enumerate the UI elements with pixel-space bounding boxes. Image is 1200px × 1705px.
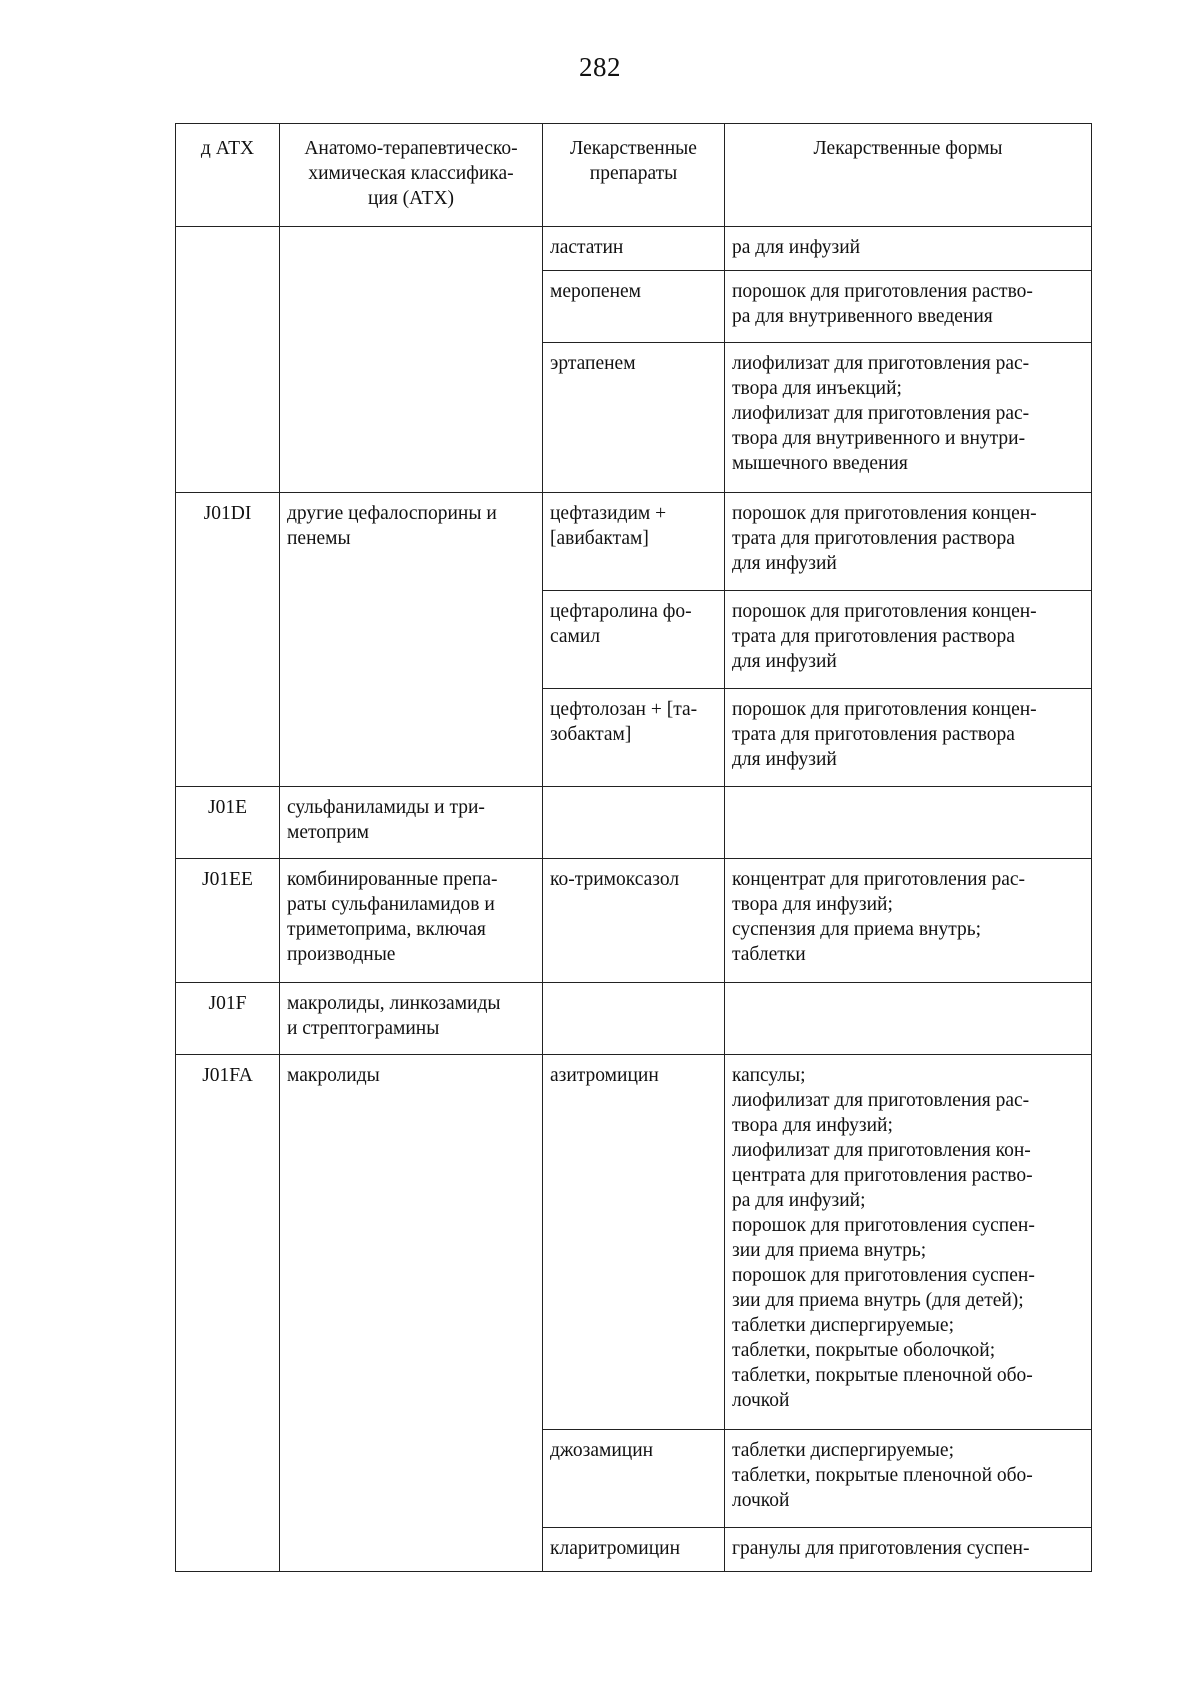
atx-code-cell <box>176 1430 280 1528</box>
atx-table <box>175 123 1092 1572</box>
drug-cell: джозамицин <box>543 1430 725 1528</box>
table-row <box>176 271 1092 343</box>
table-row <box>176 227 1092 271</box>
header-forms: Лекарственные формы <box>725 124 1092 227</box>
drug-cell <box>543 787 725 859</box>
atx-code-cell: J01F <box>176 983 280 1055</box>
atx-class-cell <box>280 591 543 689</box>
table-row <box>176 1055 1092 1430</box>
drug-cell: ластатин <box>543 227 725 271</box>
atx-class-cell <box>280 689 543 787</box>
drug-cell: цефтолозан + [та- зобактам] <box>543 689 725 787</box>
atx-class-cell <box>280 343 543 493</box>
atx-code-cell <box>176 689 280 787</box>
atx-code-cell <box>176 271 280 343</box>
drug-cell: цефтазидим + [авибактам] <box>543 493 725 591</box>
drug-cell: цефтаролина фо- самил <box>543 591 725 689</box>
table-row <box>176 493 1092 591</box>
atx-code-cell: J01DI <box>176 493 280 591</box>
forms-cell: гранулы для приготовления суспен- <box>725 1528 1092 1572</box>
atx-class-cell: макролиды <box>280 1055 543 1430</box>
forms-cell: порошок для приготовления концен- трата для приготовления раствора для инфузий <box>725 591 1092 689</box>
drug-cell: азитромицин <box>543 1055 725 1430</box>
atx-code-cell: J01EE <box>176 859 280 983</box>
atx-class-cell <box>280 227 543 271</box>
forms-cell: порошок для приготовления концен- трата для приготовления раствора для инфузий <box>725 689 1092 787</box>
drug-cell: кларитромицин <box>543 1528 725 1572</box>
atx-code-cell <box>176 227 280 271</box>
atx-class-cell: комбинированные препа- раты сульфаниламидов и триметоприма, включая производные <box>280 859 543 983</box>
atx-code-cell <box>176 343 280 493</box>
atx-code-cell <box>176 591 280 689</box>
table-row <box>176 1528 1092 1572</box>
atx-code-cell: J01E <box>176 787 280 859</box>
table-row <box>176 1430 1092 1528</box>
page-number: 282 <box>579 52 621 82</box>
forms-cell <box>725 787 1092 859</box>
atx-class-cell: макролиды, линкозамиды и стрептограмины <box>280 983 543 1055</box>
drug-cell <box>543 983 725 1055</box>
drug-cell: ко-тримоксазол <box>543 859 725 983</box>
atx-class-cell <box>280 1528 543 1572</box>
atx-code-cell <box>176 1528 280 1572</box>
table-row <box>176 787 1092 859</box>
forms-cell <box>725 983 1092 1055</box>
header-code: д АТХ <box>176 124 280 227</box>
forms-cell: лиофилизат для приготовления рас- твора для инъекций; лиофилизат для приготовления рас- твора для внутривенного и внутри- мышечного введения <box>725 343 1092 493</box>
header-drugs: Лекарственные препараты <box>543 124 725 227</box>
header-row <box>176 124 1092 227</box>
forms-cell: капсулы; лиофилизат для приготовления рас- твора для инфузий; лиофилизат для приготовления кон- центрата для приготовления раство- ра для инфузий; порошок для приготовления суспен- зии для приема внутрь; порошок для приготовления суспен- зии для приема внутрь (для детей); таблетки диспергируемые; таблетки, покрытые оболочкой; таблетки, покрытые пленочной обо- лочкой <box>725 1055 1092 1430</box>
atx-code-cell: J01FA <box>176 1055 280 1430</box>
atx-class-cell <box>280 271 543 343</box>
forms-cell: ра для инфузий <box>725 227 1092 271</box>
forms-cell: таблетки диспергируемые; таблетки, покрытые пленочной обо- лочкой <box>725 1430 1092 1528</box>
forms-cell: порошок для приготовления раство- ра для внутривенного введения <box>725 271 1092 343</box>
table-row <box>176 689 1092 787</box>
atx-class-cell <box>280 1430 543 1528</box>
atx-class-cell: сульфаниламиды и три- метоприм <box>280 787 543 859</box>
forms-cell: концентрат для приготовления рас- твора для инфузий; суспензия для приема внутрь; таблетки <box>725 859 1092 983</box>
table-row <box>176 859 1092 983</box>
table-row <box>176 591 1092 689</box>
drug-cell: эртапенем <box>543 343 725 493</box>
table-body <box>176 227 1092 1572</box>
table-row <box>176 343 1092 493</box>
drug-cell: меропенем <box>543 271 725 343</box>
atx-class-cell: другие цефалоспорины и пенемы <box>280 493 543 591</box>
forms-cell: порошок для приготовления концен- трата для приготовления раствора для инфузий <box>725 493 1092 591</box>
header-classification: Анатомо-терапевтическо- химическая классифика- ция (АТХ) <box>280 124 543 227</box>
table-row <box>176 983 1092 1055</box>
table-header <box>176 124 1092 227</box>
